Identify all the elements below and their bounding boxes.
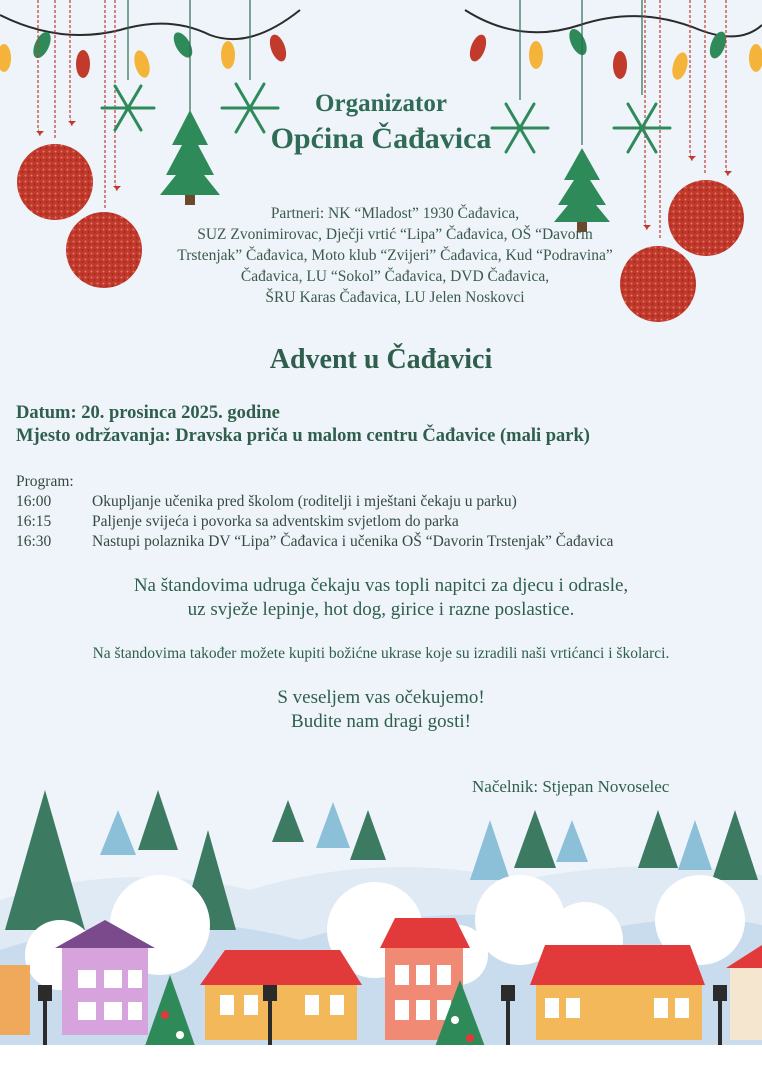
ornaments-note: Na štandovima također možete kupiti božićne ukrase koje su izradili naši vrtićanci i školarci. [92, 645, 670, 662]
partners-line: SUZ Zvonimirovac, Dječji vrtić “Lipa” Čađavica, OŠ “Davorin [197, 226, 593, 243]
partners-block [150, 203, 640, 308]
event-info [16, 402, 590, 448]
welcome-line: S veseljem vas očekujemo! [277, 687, 485, 708]
house-yellow-right [530, 945, 705, 1040]
program-row [16, 512, 613, 532]
light-string-right [465, 10, 762, 36]
ornament-ball [66, 212, 142, 288]
signature: Načelnik: Stjepan Novoselec [472, 777, 670, 796]
program-row [16, 492, 613, 512]
stands-note [0, 574, 762, 622]
program-time: 16:15 [16, 513, 52, 530]
program-text: Nastupi polaznika DV “Lipa” Čađavica i učenika OŠ “Davorin Trstenjak” Čađavica [92, 533, 614, 550]
partners-line: Partneri: NK “Mladost” 1930 Čađavica, [270, 205, 520, 222]
program-text: Okupljanje učenika pred školom (roditelji i mještani čekaju u parku) [92, 493, 517, 510]
organizer-label: Organizator [315, 90, 447, 117]
program-time: 16:30 [16, 533, 52, 550]
partners-line: ŠRU Karas Čađavica, LU Jelen Noskovci [265, 289, 525, 306]
welcome-line: Budite nam dragi gosti! [291, 711, 471, 732]
house-orange-left [0, 965, 30, 1035]
bulbs-right [467, 26, 762, 81]
program-row [16, 532, 613, 552]
program-block [16, 472, 613, 552]
event-date: Datum: 20. prosinca 2025. godine [16, 403, 280, 423]
event-title: Advent u Čađavici [269, 344, 493, 375]
program-text: Paljenje svijeća i povorka sa adventskim svjetlom do parka [92, 513, 459, 530]
program-time: 16:00 [16, 493, 52, 510]
village-illustration [0, 780, 762, 1080]
ornament-ball [668, 180, 744, 256]
welcome-note [0, 686, 762, 734]
stands-line: Na štandovima udruga čekaju vas topli napitci za djecu i odrasle, [133, 575, 629, 596]
partners-line: Čađavica, LU “Sokol” Čađavica, DVD Čađavica, [240, 268, 550, 285]
partners-line: Trstenjak” Čađavica, Moto klub “Zvijeri” Čađavica, Kud “Podravina” [177, 247, 613, 264]
stands-line: uz svježe lepinje, hot dog, girice i razne poslastice. [187, 599, 575, 620]
event-location: Mjesto održavanja: Dravska priča u malom centru Čađavice (mali park) [16, 426, 590, 446]
program-label: Program: [16, 473, 74, 490]
organizer-name: Općina Čađavica [270, 122, 492, 155]
